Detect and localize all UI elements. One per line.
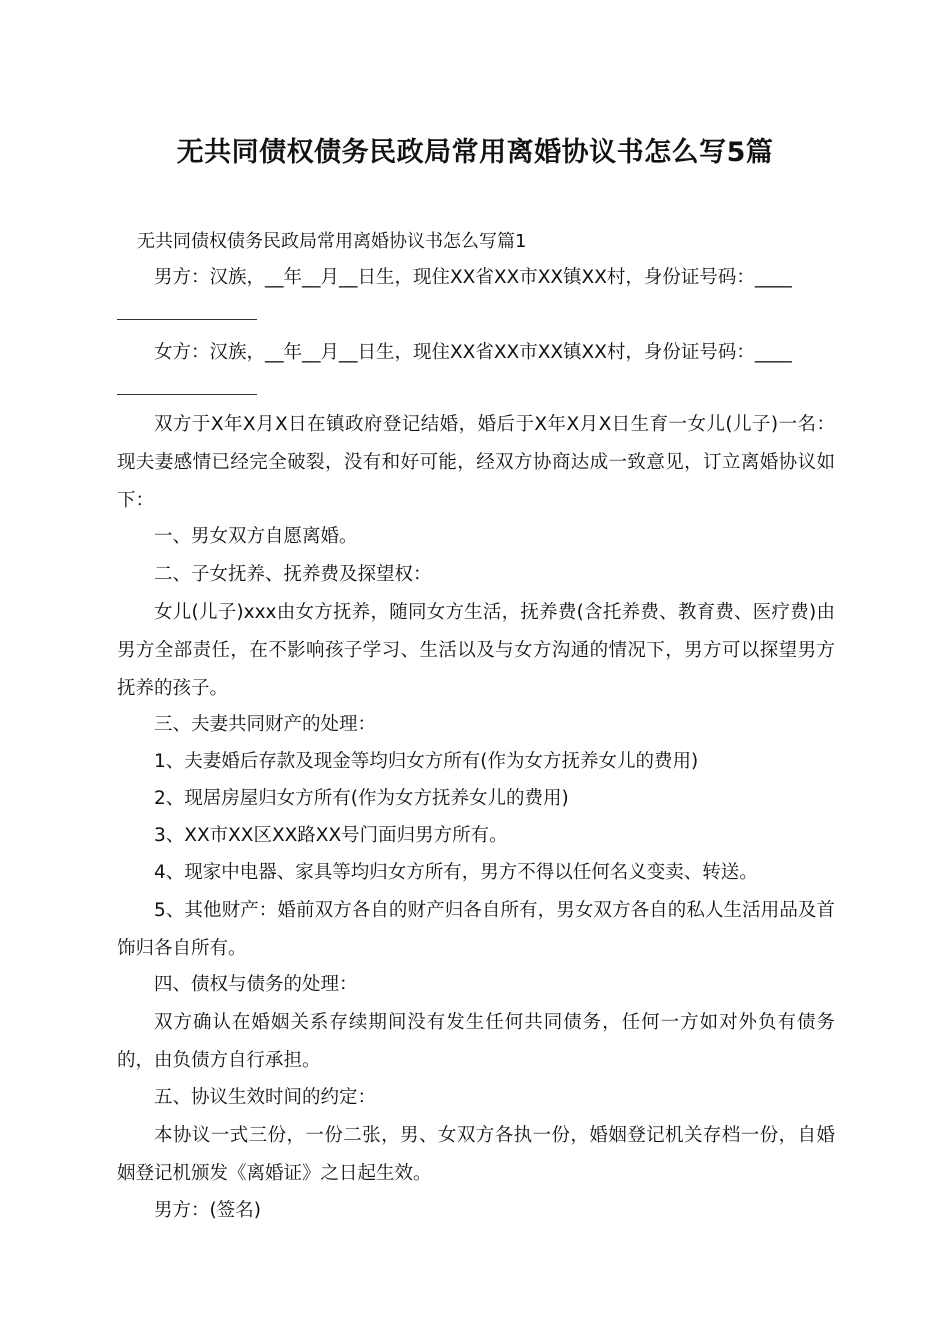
id-number-blank-male <box>117 319 257 320</box>
female-party-info: 女方：汉族，__年__月__日生，现住XX省XX市XX镇XX村，身份证号码：____ <box>154 342 792 363</box>
clause-4-heading: 四、债权与债务的处理： <box>154 974 358 995</box>
clause-2-heading: 二、子女抚养、抚养费及探望权： <box>154 564 432 585</box>
intro-paragraph: 双方于X年X月X日在镇政府登记结婚，婚后于X年X月X日生育一女儿(儿子)一名：现夫妻感情已经完全破裂，没有和好可能，经双方协商达成一致意见，订立离婚协议如下： <box>117 414 835 511</box>
clause-5-text: 本协议一式三份，一份二张，男、女双方各执一份，婚姻登记机关存档一份，自婚姻登记机颁发《离婚证》之日起生效。 <box>117 1125 835 1184</box>
clause-5-heading: 五、协议生效时间的约定： <box>154 1087 377 1108</box>
section-heading: 无共同债权债务民政局常用离婚协议书怎么写篇1 <box>137 231 527 252</box>
clause-3-item-2: 2、现居房屋归女方所有(作为女方抚养女儿的费用) <box>154 788 569 809</box>
document-title: 无共同债权债务民政局常用离婚协议书怎么写5篇 <box>176 137 774 168</box>
male-party-info: 男方：汉族，__年__月__日生，现住XX省XX市XX镇XX村，身份证号码：____ <box>154 267 792 288</box>
clause-3-item-3: 3、XX市XX区XX路XX号门面归男方所有。 <box>154 825 508 846</box>
clause-1: 一、男女双方自愿离婚。 <box>154 526 358 547</box>
clause-3-heading: 三、夫妻共同财产的处理： <box>154 714 377 735</box>
clause-2-text: 女儿(儿子)xxx由女方抚养，随同女方生活，抚养费(含托养费、教育费、医疗费)由男方全部责任，在不影响孩子学习、生活以及与女方沟通的情况下，男方可以探望男方抚养的孩子。 <box>117 602 835 699</box>
clause-3-item-5: 5、其他财产：婚前双方各自的财产归各自所有，男女双方各自的私人生活用品及首饰归各自所有。 <box>117 900 835 959</box>
signature-male: 男方：(签名) <box>154 1200 261 1221</box>
clause-3-item-4: 4、现家中电器、家具等均归女方所有，男方不得以任何名义变卖、转送。 <box>154 862 758 883</box>
clause-3-item-1: 1、夫妻婚后存款及现金等均归女方所有(作为女方抚养女儿的费用) <box>154 751 699 772</box>
id-number-blank-female <box>117 394 257 395</box>
clause-4-text: 双方确认在婚姻关系存续期间没有发生任何共同债务，任何一方如对外负有债务的，由负债方自行承担。 <box>117 1012 835 1071</box>
